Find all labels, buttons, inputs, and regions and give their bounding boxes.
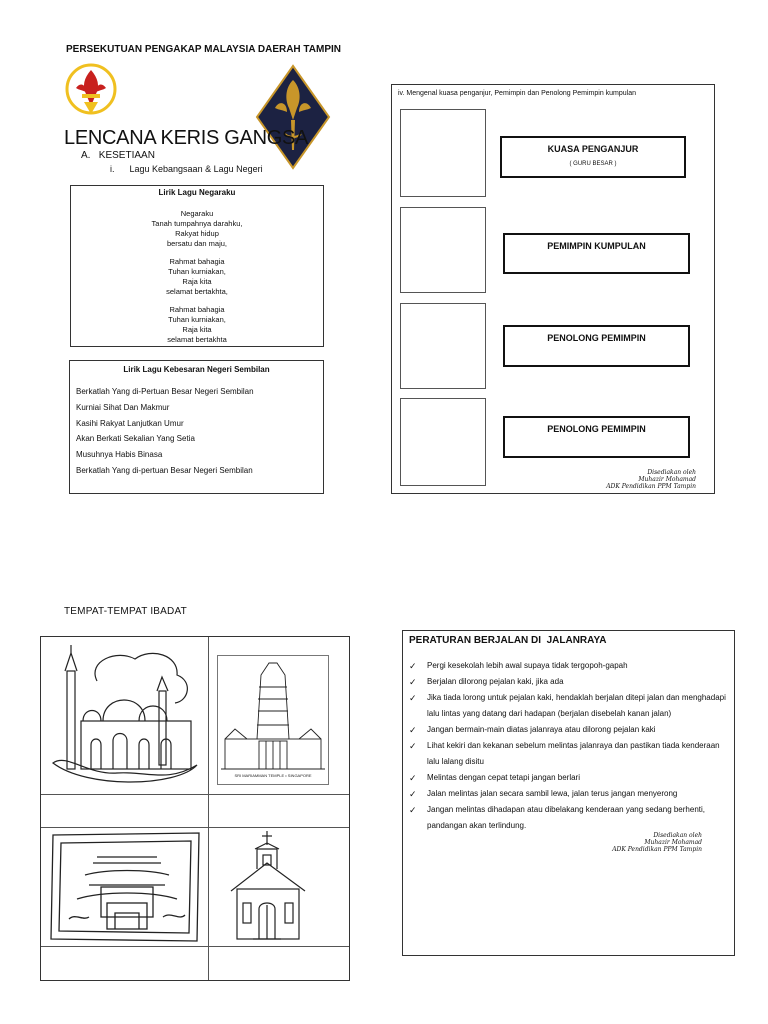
list-item (403, 738, 733, 770)
check-icon: ✓ (409, 773, 417, 783)
lyric-line: Rahmat bahagia (169, 305, 225, 314)
check-icon: ✓ (409, 693, 417, 703)
signature-line: Disediakan oleh (653, 832, 702, 839)
list-item (403, 722, 733, 738)
lyric-line: bersatu dan maju, (166, 239, 228, 248)
negaraku-stanza-3 (71, 305, 323, 345)
signature-line: Muhazir Mohamad (638, 476, 696, 483)
rule-text: Jangan bermain-main diatas jalanraya atau dilorong pejalan kaki (427, 725, 656, 734)
hindu-temple-icon (217, 655, 329, 785)
signature-line: Muhazir Mohamad (644, 839, 702, 846)
rule-text: Lihat kekiri dan kekanan sebelum melintas jalanraya dan pastikan tiada kenderaan (427, 741, 720, 750)
keris-diamond-badge (255, 64, 331, 170)
role-box-kuasa-penganjur (500, 136, 686, 178)
road-rules-title: PERATURAN BERJALAN DI JALANRAYA (409, 635, 607, 646)
lyric-line: Tanah tumpahnya darahku, (151, 219, 243, 228)
rule-text: Jangan melintas dihadapan atau dibelakang kenderaan yang sedang berhenti, (427, 805, 705, 814)
check-icon: ✓ (409, 661, 417, 671)
lyric-line: Negaraku (180, 209, 214, 218)
lyric-line: Raja kita (182, 277, 212, 286)
list-item (403, 770, 733, 786)
lyric-line: Tuhan kurniakan, (168, 267, 226, 276)
list-item (403, 802, 733, 834)
rule-text: Berjalan dilorong pejalan kaki, jika ada (427, 677, 564, 686)
rule-text: Pergi kesekolah lebih awal supaya tidak tergopoh-gapah (427, 661, 628, 670)
role-label: PENOLONG PEMIMPIN (547, 424, 646, 434)
list-item (403, 786, 733, 802)
signature-line: ADK Pendidikan PPM Tampin (612, 846, 702, 853)
lyric-line: Akan Berkati Sekalian Yang Setia (76, 434, 195, 444)
check-icon: ✓ (409, 805, 417, 815)
badge-title: LENCANA KERIS GANGSA (64, 127, 309, 149)
lyric-line: Berkatlah Yang di-Pertuan Besar Negeri Sembilan (76, 387, 254, 396)
road-rules-panel (402, 630, 735, 956)
list-item (403, 658, 733, 674)
lyric-line: Tuhan kurniakan, (168, 315, 226, 324)
negaraku-lyric-box (70, 185, 324, 347)
role-box-penolong-pemimpin (503, 416, 690, 458)
rule-text: pandangan akan terlindung. (427, 821, 527, 830)
worship-title: TEMPAT-TEMPAT IBADAT (64, 606, 187, 617)
rule-text: lalu lintas yang datang dari hadapan (berjalan disebelah kanan jalan) (427, 709, 672, 718)
org-title: PERSEKUTUAN PENGAKAP MALAYSIA DAERAH TAMPIN (66, 44, 342, 55)
signature-block (612, 832, 702, 853)
lyric-line: Kasihi Rakyat Lanjutkan Umur (76, 418, 184, 428)
photo-placeholder (400, 109, 486, 197)
lyric-line: Kurniai Sihat Dan Makmur (76, 402, 170, 412)
lyric-line: Rakyat hidup (175, 229, 219, 238)
list-item (403, 690, 733, 722)
check-icon: ✓ (409, 725, 417, 735)
leaders-panel (391, 84, 715, 494)
rule-text: Melintas dengan cepat tetapi jangan berlari (427, 773, 580, 782)
negaraku-stanza-1 (71, 209, 323, 249)
negeri-sembilan-lyric-box (69, 360, 324, 494)
rule-text: lalu lalang disitu (427, 757, 484, 766)
scout-fleur-logo (64, 62, 118, 118)
negaraku-stanza-2 (71, 257, 323, 297)
signature-line: Disediakan oleh (647, 469, 696, 476)
chinese-temple-icon (47, 829, 205, 945)
negeri-sembilan-title: Lirik Lagu Kebesaran Negeri Sembilan (123, 365, 270, 374)
lyric-line: Musuhnya Habis Binasa (76, 450, 163, 460)
temple-caption: SRI MARIAMMAN TEMPLE • SINGAPORE (234, 773, 312, 778)
rule-text: Jika tiada lorong untuk pejalan kaki, hendaklah berjalan ditepi jalan dan menghadapi (427, 693, 726, 702)
signature-block (606, 469, 696, 490)
list-item (403, 674, 733, 690)
role-box-penolong-pemimpin (503, 325, 690, 367)
photo-placeholder (400, 207, 486, 293)
role-label: KUASA PENGANJUR (547, 144, 639, 154)
role-box-pemimpin-kumpulan (503, 233, 690, 274)
worship-grid (40, 636, 350, 981)
mosque-icon (47, 641, 205, 791)
leaders-heading: iv. Mengenal kuasa penganjur, Pemimpin dan Penolong Pemimpin kumpulan (398, 90, 637, 97)
photo-placeholder (400, 303, 486, 389)
road-rules-list (403, 658, 733, 834)
photo-placeholder (400, 398, 486, 486)
subsection-heading: i. Lagu Kebangsaan & Lagu Negeri (110, 164, 263, 174)
role-label: PENOLONG PEMIMPIN (547, 333, 646, 343)
signature-line: ADK Pendidikan PPM Tampin (606, 483, 696, 490)
lyric-line: selamat bertakhta, (166, 287, 228, 296)
lyric-line: Raja kita (182, 325, 212, 334)
check-icon: ✓ (409, 789, 417, 799)
church-icon (225, 829, 329, 945)
role-label: PEMIMPIN KUMPULAN (547, 241, 646, 251)
check-icon: ✓ (409, 741, 417, 751)
lyric-line: selamat bertakhta (167, 335, 227, 344)
lyric-line: Rahmat bahagia (169, 257, 225, 266)
rule-text: Jalan melintas jalan secara sambil lewa, jalan terus jangan menyerong (427, 789, 678, 798)
negaraku-title: Lirik Lagu Negaraku (158, 188, 236, 197)
check-icon: ✓ (409, 677, 417, 687)
section-heading: A. KESETIAAN (81, 150, 155, 161)
lyric-line: Berkatlah Yang di-pertuan Besar Negeri Sembilan (76, 465, 253, 475)
role-sublabel: ( GURU BESAR ) (569, 161, 617, 167)
